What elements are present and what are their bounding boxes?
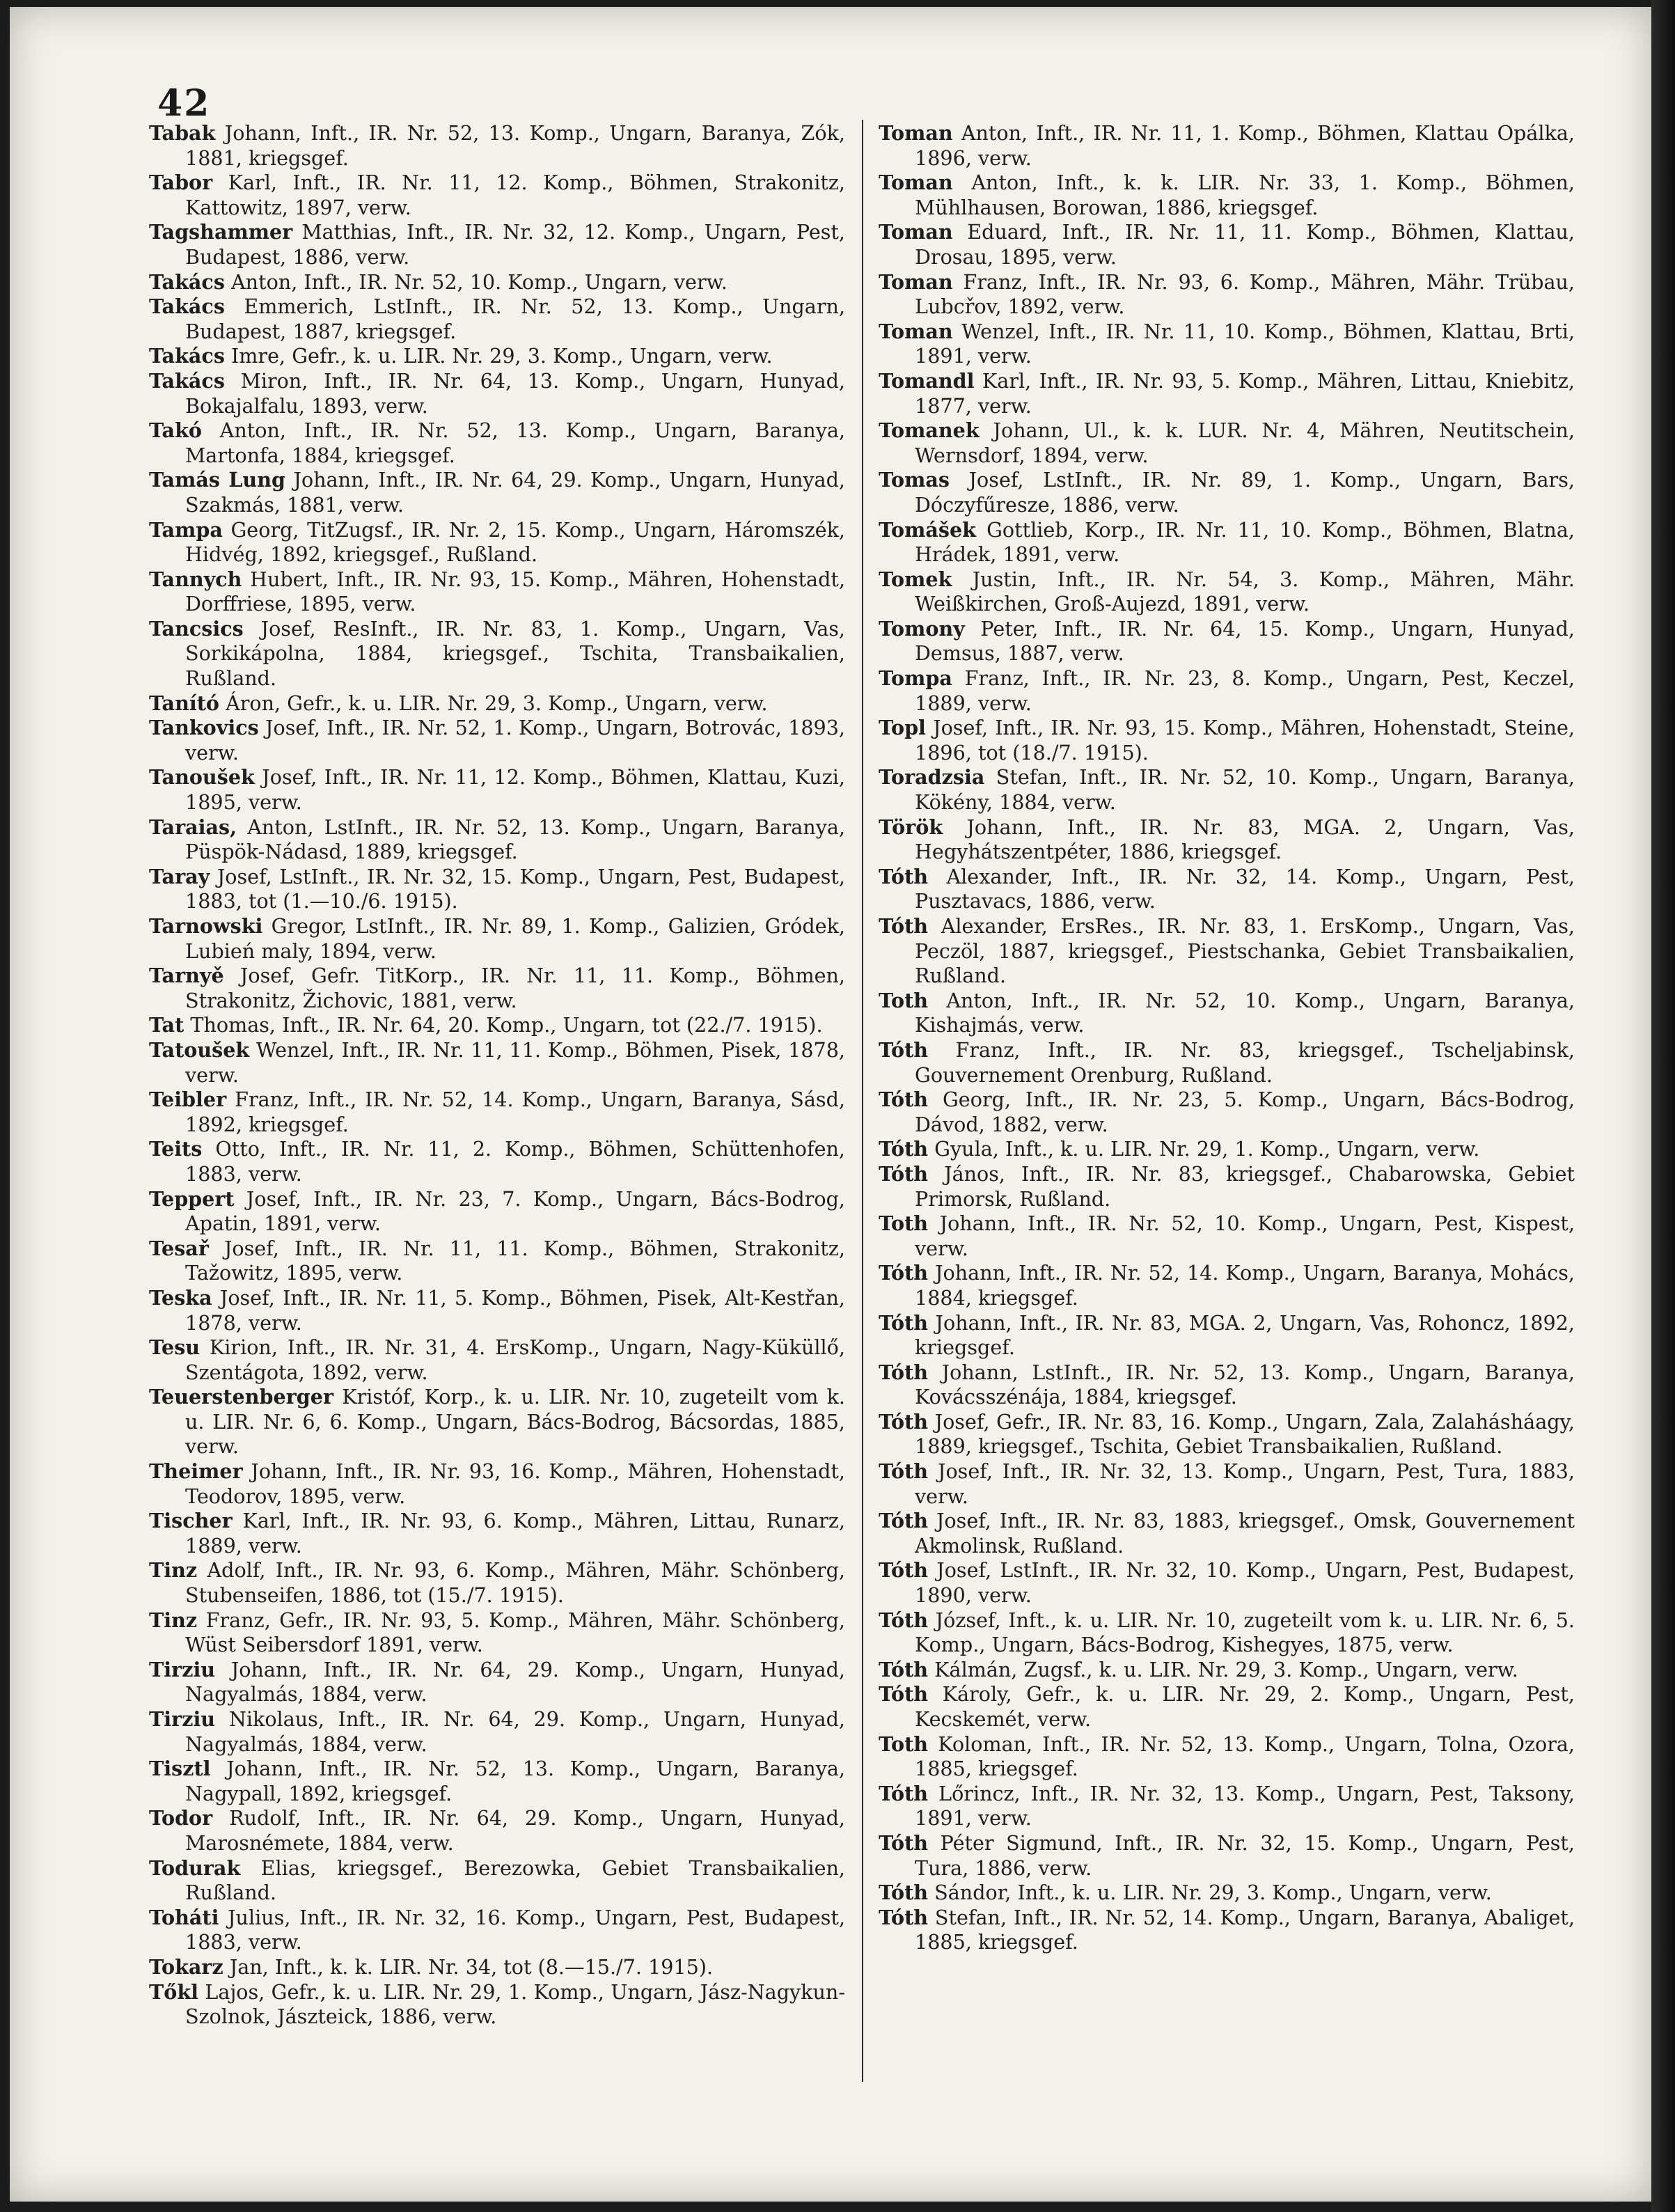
list-item [149,1137,845,1186]
entry-details: Josef, ResInft., IR. Nr. 83, 1. Komp., Ungarn, Vas, Sorkikápolna, 1884, kriegsgef., Tschita, Transbaikalien, Rußland. [185,616,845,691]
entry-details: Josef, Gefr. TitKorp., IR. Nr. 11, 11. Komp., Böhmen, Strakonitz, Žichovic, 1881, verw. [185,964,845,1012]
entry-details: Rudolf, Inft., IR. Nr. 64, 29. Komp., Ungarn, Hunyad, Marosnémete, 1884, verw. [185,1806,845,1855]
list-item [879,1311,1575,1360]
entry-details: Johann, Inft., IR. Nr. 52, 13. Komp., Ungarn, Baranya, Zók, 1881, kriegsgef. [185,121,845,170]
entry-surname: Tischer [149,1509,233,1533]
list-item [879,1658,1575,1683]
entry-surname: Tanító [149,691,219,715]
entry-details: Wenzel, Inft., IR. Nr. 11, 11. Komp., Böhmen, Pisek, 1878, verw. [185,1037,846,1087]
entry-details: Karl, Inft., IR. Nr. 93, 6. Komp., Mähren, Littau, Runarz, 1889, verw. [185,1509,845,1558]
list-item [879,418,1575,468]
entry-surname: Tomek [879,567,952,591]
entry-details: Johann, Inft., IR. Nr. 52, 14. Komp., Ungarn, Baranya, Mohács, 1884, kriegsgef. [915,1261,1575,1310]
list-item [879,1261,1575,1310]
entry-details: József, Inft., k. u. LIR. Nr. 10, zugeteilt vom k. u. LIR. Nr. 6, 5. Komp., Ungarn, Bács-Bodrog, Kishegyes, 1875, verw. [915,1608,1575,1657]
left-column [149,121,845,2030]
entry-details: Josef, LstInft., IR. Nr. 89, 1. Komp., Ungarn, Bars, Dóczyfűresze, 1886, verw. [915,468,1575,517]
list-item [149,815,845,865]
page-number: 42 [157,82,211,125]
entry-surname: Tóth [879,864,929,888]
entry-details: Johann, Ul., k. k. LUR. Nr. 4, Mähren, Neutitschein, Wernsdorf, 1894, verw. [915,418,1575,467]
entry-surname: Tóth [879,1459,929,1484]
list-item [149,1856,845,1906]
list-item [879,666,1575,716]
entry-details: Franz, Inft., IR. Nr. 52, 14. Komp., Ungarn, Baranya, Sásd, 1892, kriegsgef. [185,1088,845,1136]
entry-details: János, Inft., IR. Nr. 83, kriegsgef., Chabarowska, Gebiet Primorsk, Rußland. [915,1161,1575,1211]
list-item [879,270,1575,320]
entry-surname: Takács [149,368,225,393]
entry-surname: Toman [879,269,953,294]
entry-surname: Teits [149,1137,203,1161]
list-item [149,468,845,517]
list-item [149,1088,845,1137]
entry-details: Johann, Inft., IR. Nr. 52, 10. Komp., Ungarn, Pest, Kispest, verw. [915,1211,1575,1260]
entry-surname: Taray [149,864,210,888]
entry-details: Matthias, Inft., IR. Nr. 32, 12. Komp., Ungarn, Pest, Budapest, 1886, verw. [185,220,846,269]
entry-surname: Tóth [879,1781,929,1805]
list-item [879,518,1575,567]
entry-surname: Tóth [879,1037,929,1062]
entry-surname: Toman [879,171,953,195]
entry-details: Johann, Inft., IR. Nr. 52, 13. Komp., Ungarn, Baranya, Nagypall, 1892, kriegsgef. [185,1757,845,1805]
list-item [149,1906,845,1955]
entry-surname: Tóth [879,1088,929,1112]
entry-details: Wenzel, Inft., IR. Nr. 11, 10. Komp., Böhmen, Klattau, Brti, 1891, verw. [915,319,1575,368]
entry-surname: Toháti [149,1905,219,1929]
list-item [879,1881,1575,1906]
list-item [149,691,845,716]
entry-details: Elias, kriegsgef., Berezowka, Gebiet Transbaikalien, Rußland. [185,1856,845,1905]
list-item [149,1980,845,2030]
list-item [149,1558,845,1608]
list-item [149,1237,845,1286]
column-divider [862,120,863,2082]
entry-details: Nikolaus, Inft., IR. Nr. 64, 29. Komp., Ungarn, Hunyad, Nagyalmás, 1884, verw. [185,1707,845,1756]
list-item [879,1608,1575,1658]
entry-details: Josef, Inft., IR. Nr. 52, 1. Komp., Ungarn, Botrovác, 1893, verw. [185,716,846,764]
list-item [879,1558,1575,1608]
entry-surname: Takó [149,418,202,443]
list-item [149,617,845,691]
list-item [879,1509,1575,1558]
entry-details: Josef, Inft., IR. Nr. 11, 5. Komp., Böhmen, Pisek, Alt-Kestřan, 1878, verw. [185,1285,845,1335]
entry-surname: Tóth [879,1657,929,1681]
list-item [879,1360,1575,1410]
entry-details: Josef, Inft., IR. Nr. 23, 7. Komp., Ungarn, Bács-Bodrog, Apatin, 1891, verw. [185,1186,845,1236]
list-item [879,1410,1575,1459]
entry-surname: Tisztl [149,1757,211,1781]
entry-details: Justin, Inft., IR. Nr. 54, 3. Komp., Mähren, Mähr. Weißkirchen, Groß-Aujezd, 1891, verw. [915,567,1575,616]
entry-details: Johann, Inft., IR. Nr. 83, MGA. 2, Ungarn, Vas, Rohoncz, 1892, kriegsgef. [915,1310,1575,1360]
entry-surname: Teibler [149,1088,227,1112]
entry-details: Peter, Inft., IR. Nr. 64, 15. Komp., Ungarn, Hunyad, Demsus, 1887, verw. [915,616,1575,666]
list-item [149,518,845,567]
list-item [879,369,1575,418]
list-item [149,1038,845,1088]
entry-surname: Tóth [879,1905,929,1929]
entry-details: Emmerich, LstInft., IR. Nr. 52, 13. Komp., Ungarn, Budapest, 1887, kriegsgef. [185,295,845,343]
entry-surname: Toth [879,988,929,1012]
entry-details: Imre, Gefr., k. u. LIR. Nr. 29, 3. Komp., Ungarn, verw. [231,344,773,368]
list-item [879,1038,1575,1088]
list-item [149,865,845,914]
entry-surname: Toradzsia [879,765,985,790]
entry-surname: Tompa [879,666,952,691]
list-item [149,1187,845,1237]
entry-details: Lőrincz, Inft., IR. Nr. 32, 13. Komp., Ungarn, Pest, Taksony, 1891, verw. [915,1781,1575,1830]
list-item [149,1286,845,1335]
list-item [149,1658,845,1707]
list-item [149,171,845,220]
entry-surname: Todurak [149,1856,241,1880]
entry-surname: Toth [879,1211,929,1236]
entry-details: Hubert, Inft., IR. Nr. 93, 15. Komp., Mähren, Hohenstadt, Dorffriese, 1895, verw. [185,567,845,616]
entry-surname: Tabak [149,121,216,145]
entry-surname: Tomášek [879,517,976,542]
entry-details: Károly, Gefr., k. u. LIR. Nr. 29, 2. Komp., Ungarn, Pest, Kecskemét, verw. [915,1682,1575,1731]
entry-surname: Tóth [879,1608,929,1632]
entry-details: Johann, Inft., IR. Nr. 83, MGA. 2, Ungarn, Vas, Hegyhátszentpéter, 1886, kriegsgef. [915,815,1575,864]
entry-details: Anton, Inft., IR. Nr. 52, 10. Komp., Ungarn, verw. [231,269,728,294]
list-item [879,1782,1575,1831]
list-item [149,1806,845,1856]
list-item [149,1335,845,1385]
list-item [879,1459,1575,1509]
list-item [879,468,1575,517]
entry-details: Lajos, Gefr., k. u. LIR. Nr. 29, 1. Komp., Ungarn, Jász-Nagykun-Szolnok, Jászteick, 1886, verw. [185,1979,845,2029]
entry-surname: Tomas [879,468,950,492]
list-item [149,1385,845,1459]
entry-surname: Teppert [149,1186,235,1211]
entry-details: Georg, TitZugsf., IR. Nr. 2, 15. Komp., Ungarn, Háromszék, Hidvég, 1892, kriegsgef., Rußland. [185,517,845,567]
list-item [149,1013,845,1038]
entry-surname: Tatoušek [149,1037,250,1062]
entry-details: Péter Sigmund, Inft., IR. Nr. 32, 15. Komp., Ungarn, Pest, Tura, 1886, verw. [915,1830,1575,1880]
entry-surname: Tóth [879,1409,929,1434]
entry-details: Kristóf, Korp., k. u. LIR. Nr. 10, zugeteilt vom k. u. LIR. Nr. 6, 6. Komp., Ungarn, Bács-Bodrog, Bácsordas, 1885, verw. [185,1385,846,1459]
entry-surname: Tesař [149,1236,209,1260]
entry-details: Gyula, Inft., k. u. LIR. Nr. 29, 1. Komp., Ungarn, verw. [934,1137,1480,1161]
list-item [879,320,1575,369]
entry-details: Franz, Inft., IR. Nr. 23, 8. Komp., Ungarn, Pest, Keczel, 1889, verw. [915,666,1575,715]
list-item [879,716,1575,765]
entry-surname: Tomanek [879,418,980,443]
entry-details: Adolf, Inft., IR. Nr. 93, 6. Komp., Mähren, Mähr. Schönberg, Stubenseifen, 1886, tot (15./7. 1915). [185,1558,845,1608]
entry-surname: Takács [149,344,225,368]
list-item [149,418,845,468]
entry-details: Josef, Gefr., IR. Nr. 83, 16. Komp., Ungarn, Zala, Zalahásháagy, 1889, kriegsgef., Tschita, Gebiet Transbaikalien, Rußland. [915,1409,1575,1459]
entry-details: Otto, Inft., IR. Nr. 11, 2. Komp., Böhmen, Schüttenhofen, 1883, verw. [185,1137,845,1186]
entry-details: Johann, LstInft., IR. Nr. 52, 13. Komp., Ungarn, Baranya, Kovácsszénája, 1884, kriegsgef. [915,1360,1575,1409]
entry-details: Johann, Inft., IR. Nr. 64, 29. Komp., Ungarn, Hunyad, Szakmás, 1881, verw. [185,468,845,517]
entry-details: Josef, LstInft., IR. Nr. 32, 10. Komp., Ungarn, Pest, Budapest, 1890, verw. [915,1558,1575,1608]
entry-details: Josef, Inft., IR. Nr. 11, 12. Komp., Böhmen, Klattau, Kuzi, 1895, verw. [185,765,845,815]
entry-details: Jan, Inft., k. k. LIR. Nr. 34, tot (8.—15./7. 1915). [229,1954,714,1979]
entry-surname: Teska [149,1285,212,1310]
entry-surname: Tinz [149,1608,198,1632]
entry-surname: Topl [879,716,926,740]
entry-details: Franz, Inft., IR. Nr. 93, 6. Komp., Mähren, Mähr. Trübau, Lubcřov, 1892, verw. [915,269,1575,319]
list-item [149,220,845,269]
list-item [879,1906,1575,1955]
list-item [879,1211,1575,1261]
entry-details: Josef, Inft., IR. Nr. 11, 11. Komp., Böhmen, Strakonitz, Tažowitz, 1895, verw. [185,1236,846,1285]
entry-details: Anton, Inft., IR. Nr. 52, 13. Komp., Ungarn, Baranya, Martonfa, 1884, kriegsgef. [185,418,846,467]
right-column [879,121,1575,1955]
list-item [879,765,1575,815]
entry-surname: Toman [879,220,953,244]
list-item [149,344,845,369]
entry-surname: Tirziu [149,1657,216,1681]
list-item [879,1088,1575,1137]
entry-surname: Tóth [879,1682,929,1707]
entry-details: Georg, Inft., IR. Nr. 23, 5. Komp., Ungarn, Bács-Bodrog, Dávod, 1882, verw. [915,1088,1575,1136]
list-item [149,765,845,815]
list-item [149,567,845,617]
list-item [879,171,1575,220]
entry-details: Anton, Inft., IR. Nr. 11, 1. Komp., Böhmen, Klattau Opálka, 1896, verw. [915,121,1575,170]
entry-surname: Tóth [879,1509,929,1533]
list-item [879,1137,1575,1162]
entry-surname: Tamás Lung [149,468,286,492]
entry-details: Eduard, Inft., IR. Nr. 11, 11. Komp., Böhmen, Klattau, Drosau, 1895, verw. [915,220,1575,269]
entry-details: Johann, Inft., IR. Nr. 93, 16. Komp., Mähren, Hohenstadt, Teodorov, 1895, verw. [185,1459,845,1508]
entry-details: Franz, Gefr., IR. Nr. 93, 5. Komp., Mähren, Mähr. Schönberg, Wüst Seibersdorf 1891, verw. [185,1608,845,1657]
list-item [879,220,1575,269]
list-item [149,295,845,344]
entry-details: Anton, Inft., IR. Nr. 52, 10. Komp., Ungarn, Baranya, Kishajmás, verw. [915,988,1575,1037]
list-item [149,964,845,1013]
entry-surname: Tőkl [149,1979,199,2004]
list-item [149,1707,845,1757]
list-item [879,1162,1575,1211]
scan-border [1651,0,1675,2212]
entry-surname: Tóth [879,1881,929,1905]
list-item [149,270,845,295]
entry-surname: Teuerstenberger [149,1385,334,1409]
entry-surname: Tóth [879,1261,929,1285]
entry-details: Anton, Inft., k. k. LIR. Nr. 33, 1. Komp., Böhmen, Mühlhausen, Borowan, 1886, kriegsgef. [915,171,1575,219]
list-item [879,989,1575,1038]
entry-surname: Tóth [879,1360,929,1384]
entry-surname: Tankovics [149,716,259,740]
entry-surname: Toth [879,1732,929,1756]
list-item [149,1757,845,1806]
entry-details: Karl, Inft., IR. Nr. 93, 5. Komp., Mähren, Littau, Kniebitz, 1877, verw. [915,368,1575,418]
entry-surname: Theimer [149,1459,243,1484]
entry-details: Alexander, Inft., IR. Nr. 32, 14. Komp., Ungarn, Pest, Pusztavacs, 1886, verw. [915,864,1575,913]
entry-details: Sándor, Inft., k. u. LIR. Nr. 29, 3. Komp., Ungarn, verw. [934,1881,1492,1905]
entry-details: Kálmán, Zugsf., k. u. LIR. Nr. 29, 3. Komp., Ungarn, verw. [934,1657,1518,1681]
entry-details: Koloman, Inft., IR. Nr. 52, 13. Komp., Ungarn, Tolna, Ozora, 1885, kriegsgef. [915,1732,1575,1781]
entry-surname: Tarnowski [149,914,263,938]
entry-surname: Tampa [149,517,223,542]
entry-surname: Tancsics [149,616,244,641]
entry-details: Julius, Inft., IR. Nr. 32, 16. Komp., Ungarn, Pest, Budapest, 1883, verw. [185,1905,845,1954]
entry-details: Gregor, LstInft., IR. Nr. 89, 1. Komp., Galizien, Gródek, Lubień maly, 1894, verw. [185,914,845,963]
entry-surname: Tarnyě [149,964,224,988]
entry-details: Miron, Inft., IR. Nr. 64, 13. Komp., Ungarn, Hunyad, Bokajalfalu, 1893, verw. [185,368,845,418]
list-item [149,121,845,171]
entry-details: Josef, Inft., IR. Nr. 32, 13. Komp., Ungarn, Pest, Tura, 1883, verw. [915,1459,1575,1508]
list-item [879,1831,1575,1881]
entry-surname: Taraias, [149,815,237,839]
entry-surname: Toman [879,121,953,145]
entry-surname: Tóth [879,1558,929,1583]
entry-surname: Tesu [149,1335,200,1360]
entry-details: Franz, Inft., IR. Nr. 83, kriegsgef., Tscheljabinsk, Gouvernement Orenburg, Rußland. [915,1037,1575,1087]
entry-surname: Toman [879,319,953,343]
entry-details: Thomas, Inft., IR. Nr. 64, 20. Komp., Ungarn, tot (22./7. 1915). [190,1013,823,1037]
entry-details: Johann, Inft., IR. Nr. 64, 29. Komp., Ungarn, Hunyad, Nagyalmás, 1884, verw. [185,1657,845,1707]
entry-surname: Török [879,815,943,839]
list-item [879,1732,1575,1782]
entry-surname: Takács [149,269,225,294]
list-item [149,369,845,418]
entry-details: Anton, LstInft., IR. Nr. 52, 13. Komp., Ungarn, Baranya, Püspök-Nádasd, 1889, kriegsgef. [185,815,845,864]
entry-surname: Tóth [879,1137,929,1161]
entry-details: Josef, Inft., IR. Nr. 83, 1883, kriegsgef., Omsk, Gouvernement Akmolinsk, Rußland. [915,1509,1575,1558]
entry-surname: Tirziu [149,1707,216,1731]
list-item [879,865,1575,914]
entry-surname: Takács [149,295,225,319]
list-item [149,1608,845,1658]
list-item [879,121,1575,171]
entry-details: Josef, Inft., IR. Nr. 93, 15. Komp., Mähren, Hohenstadt, Steine, 1896, tot (18./7. 1915). [915,716,1575,764]
entry-surname: Tomony [879,616,965,641]
entry-surname: Tokarz [149,1954,223,1979]
entry-details: Gottlieb, Korp., IR. Nr. 11, 10. Komp., Böhmen, Blatna, Hrádek, 1891, verw. [915,517,1575,567]
entry-surname: Tóth [879,914,929,938]
list-item [149,1955,845,1980]
entry-details: Josef, LstInft., IR. Nr. 32, 15. Komp., Ungarn, Pest, Budapest, 1883, tot (1.—10./6. 1915). [185,864,846,913]
entry-surname: Tanoušek [149,765,255,790]
entry-surname: Tinz [149,1558,198,1583]
entry-details: Alexander, ErsRes., IR. Nr. 83, 1. ErsKomp., Ungarn, Vas, Peczöl, 1887, kriegsgef., Piestschanka, Gebiet Transbaikalien, Rußland. [915,914,1575,988]
entry-surname: Tóth [879,1161,929,1186]
entry-details: Stefan, Inft., IR. Nr. 52, 10. Komp., Ungarn, Baranya, Kökény, 1884, verw. [915,765,1575,815]
entry-surname: Todor [149,1806,213,1830]
entry-surname: Tat [149,1013,184,1037]
entry-surname: Tomandl [879,368,975,393]
list-item [149,1509,845,1558]
entry-details: Karl, Inft., IR. Nr. 11, 12. Komp., Böhmen, Strakonitz, Kattowitz, 1897, verw. [185,171,845,219]
entry-surname: Tóth [879,1830,929,1855]
list-item [879,617,1575,666]
list-item [149,1459,845,1509]
entry-details: Kirion, Inft., IR. Nr. 31, 4. ErsKomp., Ungarn, Nagy-Küküllő, Szentágota, 1892, verw. [185,1335,845,1384]
entry-details: Áron, Gefr., k. u. LIR. Nr. 29, 3. Komp., Ungarn, verw. [226,691,768,715]
entry-surname: Tannych [149,567,242,591]
list-item [879,914,1575,989]
list-item [879,567,1575,617]
entry-surname: Tagshammer [149,220,293,244]
entry-surname: Tóth [879,1310,929,1335]
list-item [879,815,1575,865]
list-item [879,1682,1575,1732]
list-item [149,914,845,964]
entry-details: Stefan, Inft., IR. Nr. 52, 14. Komp., Ungarn, Baranya, Abaliget, 1885, kriegsgef. [915,1905,1575,1954]
list-item [149,716,845,765]
entry-surname: Tabor [149,171,213,195]
